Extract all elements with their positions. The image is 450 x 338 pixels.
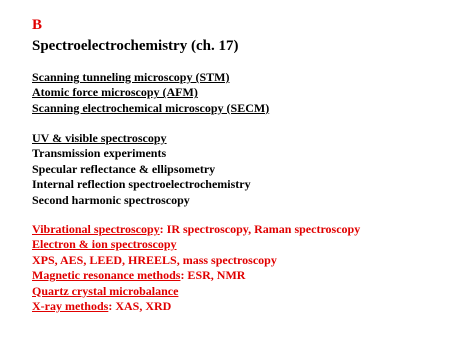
item-detail-text: : XAS, XRD xyxy=(108,299,172,314)
list-item: XPS, AES, LEED, HREELS, mass spectroscopy xyxy=(32,252,277,267)
other-methods-list xyxy=(32,222,360,314)
item-underlined-text: Vibrational spectroscopy xyxy=(32,222,160,236)
item-underlined-text: Scanning tunneling microscopy (STM) xyxy=(32,70,230,84)
list-item: Transmission experiments xyxy=(32,146,167,161)
section-letter: B xyxy=(32,17,43,33)
item-underlined-text: Electron & ion spectroscopy xyxy=(32,237,177,252)
item-underlined-text: Scanning electrochemical microscopy (SECM) xyxy=(32,100,270,115)
list-item: Specular reflectance & ellipsometry xyxy=(32,161,216,176)
list-item xyxy=(32,284,360,299)
slide-title: Spectroelectrochemistry (ch. 17) xyxy=(32,38,239,54)
item-underlined-text: X-ray methods xyxy=(32,299,109,314)
list-item: Second harmonic spectroscopy xyxy=(32,192,190,207)
list-item xyxy=(32,268,360,283)
uv-vis-list xyxy=(32,131,251,208)
microscopy-list xyxy=(32,70,269,116)
list-item xyxy=(32,101,269,116)
item-underlined-text: Magnetic resonance methods xyxy=(32,268,181,283)
item-detail-text: : IR spectroscopy, Raman spectroscopy xyxy=(159,222,361,236)
list-item xyxy=(32,85,269,100)
item-detail-text: : ESR, NMR xyxy=(180,268,246,283)
item-underlined-text: Quartz crystal microbalance xyxy=(32,283,179,298)
item-underlined-text: Atomic force microscopy (AFM) xyxy=(32,85,198,100)
list-item xyxy=(32,237,360,252)
list-item xyxy=(32,222,360,237)
list-item: Internal reflection spectroelectrochemistry xyxy=(32,177,251,192)
item-underlined-text: UV & visible spectroscopy xyxy=(32,131,167,145)
list-item xyxy=(32,131,251,146)
list-item xyxy=(32,70,269,85)
list-item xyxy=(32,299,360,314)
